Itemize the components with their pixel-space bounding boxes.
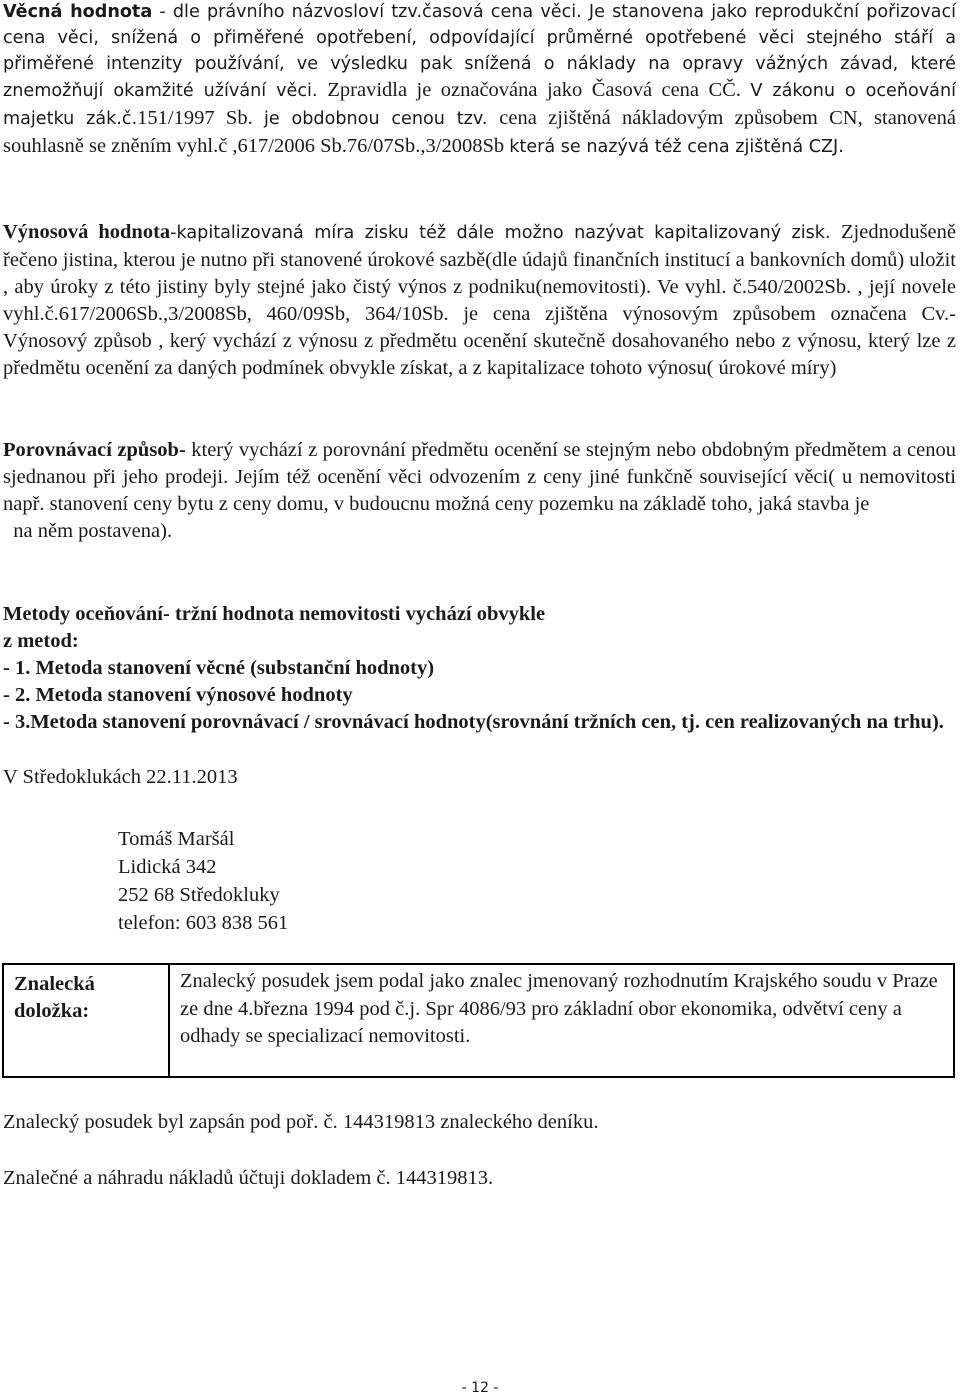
expert-address [118, 825, 288, 937]
place-date: V Středoklukách 22.11.2013 [3, 766, 238, 788]
paragraph-text: který vychází z porovnání předmětu ocenění se stejným nebo obdobným předmětem a cenou sjednanou při jeho prodeji. Jejím též ocenění věci odvozením z ceny jiné funkčně související věci( u nemovitosti např. stanovení ceny bytu z ceny domu, v budoucnu možná ceny pozemku na základě toho, jaká stavba je [3, 439, 956, 515]
expert-clause-text: Znalecký posudek jsem podal jako znalec jmenovaný rozhodnutím Krajského soudu v Praze ze dne 4.března 1994 pod č.j. Spr 4086/93 pro základní obor ekonomika, odvětví ceny a odhady se specializací nemovitosti. [180, 970, 938, 1047]
paragraph-text: která se nazývá též cena zjištěná CZJ. [509, 136, 844, 157]
paragraph-text: -kapitalizovaná míra zisku též dále možno nazývat kapitalizovaný zisk. [170, 223, 842, 243]
expert-clause-label-line: Znalecká [14, 973, 95, 995]
paragraph-text: - dle právního názvosloví tzv.časová cena věci. Je stanovena jako reprodukční pořizovací cena věci, snížená o přiměřené opotřebení, odpovídající průměrné opotřebené věci stejného stáří a přiměřené intenzity používání, ve výsledku pak snížená o náklady na opravy vážných závad, které znemožňují okamžité užívání věci. [3, 2, 957, 102]
paragraph-text: 151/1997 Sb. [137, 107, 265, 130]
paragraph-vecna-hodnota [3, 0, 956, 161]
paragraph-text: Zjednodušeně řečeno jistina, kterou je nutno při stanovené úrokové sazbě(dle údajů finančních institucí a bankovních domů) uložit , aby úroky z této jistiny byly stejné jako čistý výnos z podniku(nemovitosti). Ve vyhl. č.540/2002Sb. , její novele vyhl.č.617/2006Sb.,3/2008Sb, 460/09Sb, 364/10Sb. je cena zjištěna výnosovým způsobem označena Cv.- Výnosový způsob , kerý vychází z výnosu z předmětu ocenění skutečně dosahovaného nebo z výnosu, který lze z předmětu ocenění za daných podmínek obvykle získat, a z kapitalizace tohoto výnosu( úrokové míry) [3, 221, 957, 379]
term-vecna-hodnota: Věcná hodnota [3, 2, 153, 22]
method-item: - 1. Metoda stanovení věcné (substanční hodnoty) [3, 657, 435, 679]
paragraph-text: Zpravidla je označována jako Časová cena CČ. [327, 79, 751, 102]
term-vynosova-hodnota: Výnosová hodnota [3, 221, 171, 243]
paragraph-text: V zákonu o oceňování majetku zák.č. [3, 81, 956, 130]
methods-heading: Metody oceňování- tržní hodnota nemovitosti vychází obvykle [3, 603, 546, 625]
methods-section [3, 601, 956, 736]
expert-clause-box [2, 963, 955, 1078]
fee-note: Znalečné a náhradu nákladů účtuji dokladem č. 144319813. [3, 1167, 494, 1189]
registration-note: Znalecký posudek byl zapsán pod poř. č. 144319813 znaleckého deníku. [3, 1111, 599, 1133]
expert-clause-label-line: doložka: [14, 1000, 90, 1022]
expert-phone: telefon: 603 838 561 [118, 912, 289, 934]
paragraph-text: je obdobnou cenou tzv. [264, 109, 500, 130]
expert-street: Lidická 342 [118, 856, 217, 878]
term-porovnavaci-zpusob: Porovnávací způsob- [3, 439, 186, 461]
expert-clause-label [14, 971, 154, 1025]
paragraph-porovnavaci-zpusob [3, 437, 956, 545]
method-item: - 3.Metoda stanovení porovnávací / srovnávací hodnoty(srovnání tržních cen, tj. cen realizovaných na trhu). [3, 711, 944, 733]
methods-heading: z metod: [3, 630, 79, 652]
paragraph-vynosova-hodnota [3, 219, 956, 382]
table-divider [168, 965, 170, 1076]
page-number: - 12 - [461, 1380, 499, 1396]
method-item: - 2. Metoda stanovení výnosové hodnoty [3, 684, 353, 706]
paragraph-text: cena zjištěná nákladovým způsobem CN, stanovená souhlasně se zněním vyhl.č ,617/2006 Sb.76/07Sb.,3/2008Sb [3, 107, 956, 157]
expert-name: Tomáš Maršál [118, 828, 235, 850]
expert-city: 252 68 Středokluky [118, 884, 280, 906]
paragraph-text: na něm postavena). [3, 520, 173, 542]
